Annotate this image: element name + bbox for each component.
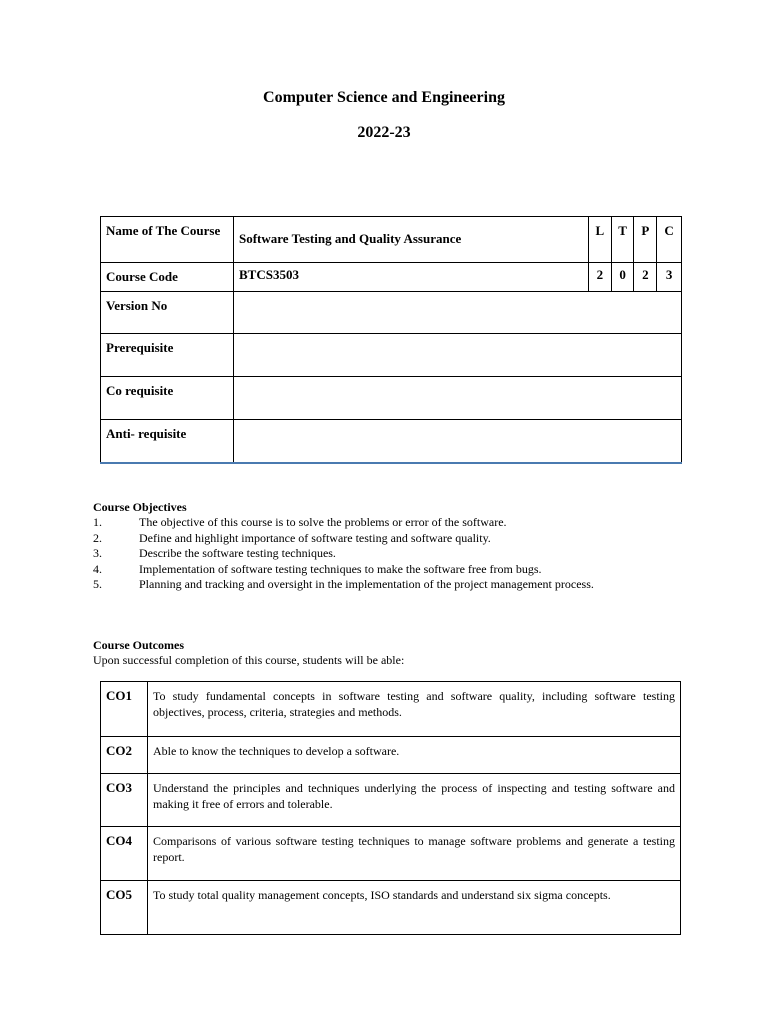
ltpc-header-c: C (657, 217, 682, 263)
objective-text: Define and highlight importance of software testing and software quality. (139, 530, 491, 545)
version-value (234, 292, 682, 334)
corequisite-value (234, 377, 682, 420)
course-name-label: Name of The Course (101, 217, 234, 263)
course-code-label: Course Code (101, 263, 234, 292)
table-row (101, 881, 681, 935)
ltpc-header-p: P (634, 217, 657, 263)
objective-text: Planning and tracking and oversight in the implementation of the project management process. (139, 577, 594, 591)
objective-text: Implementation of software testing techniques to make the software free from bugs. (139, 561, 542, 576)
outcome-description: Understand the principles and techniques underlying the process of inspecting and testing software and making it free of errors and tolerable. (148, 774, 681, 827)
ltpc-header-t: T (611, 217, 634, 263)
course-name-value: Software Testing and Quality Assurance (234, 217, 589, 263)
outcome-code: CO5 (101, 881, 148, 935)
outcome-code: CO2 (101, 737, 148, 774)
antirequisite-row (101, 420, 682, 464)
course-info-table (100, 216, 682, 464)
table-row (101, 737, 681, 774)
antirequisite-value (234, 420, 682, 464)
objective-number: 2. (93, 530, 102, 545)
outcome-description: To study fundamental concepts in software testing and software quality, including software testing objectives, process, criteria, strategies and methods. (148, 682, 681, 737)
objective-number: 4. (93, 561, 102, 576)
course-code-row (101, 263, 682, 292)
prerequisite-label: Prerequisite (101, 334, 234, 377)
version-row (101, 292, 682, 334)
course-outcomes-table (100, 681, 681, 935)
table-row (101, 682, 681, 737)
ltpc-value-t: 0 (611, 263, 634, 292)
corequisite-label: Co requisite (101, 377, 234, 420)
objective-item (93, 546, 674, 562)
objective-item (93, 515, 674, 531)
objective-item (93, 577, 674, 593)
course-code-value: BTCS3503 (234, 263, 589, 292)
table-row (101, 774, 681, 827)
objective-text: The objective of this course is to solve the problems or error of the software. (139, 515, 507, 529)
prerequisite-value (234, 334, 682, 377)
table-row (101, 827, 681, 881)
course-outcomes-title: Course Outcomes (93, 638, 184, 652)
objective-text: Describe the software testing techniques. (139, 546, 336, 560)
prerequisite-row (101, 334, 682, 377)
version-label: Version No (101, 292, 234, 334)
course-name-row (101, 217, 682, 263)
ltpc-header-l: L (588, 217, 611, 263)
objective-number: 5. (93, 577, 102, 591)
antirequisite-label: Anti- requisite (101, 420, 234, 464)
objective-item (93, 531, 674, 547)
objective-item (93, 562, 674, 578)
objective-number: 1. (93, 515, 102, 529)
outcome-code: CO4 (101, 827, 148, 881)
corequisite-row (101, 377, 682, 420)
course-outcomes-intro: Upon successful completion of this course, students will be able: (93, 653, 405, 667)
department-heading: Computer Science and Engineering (263, 89, 505, 106)
objective-number: 3. (93, 546, 102, 560)
outcome-code: CO3 (101, 774, 148, 827)
ltpc-value-c: 3 (657, 263, 682, 292)
academic-year-heading: 2022-23 (357, 124, 411, 141)
outcome-description: Comparisons of various software testing techniques to manage software problems and generate a testing report. (148, 827, 681, 881)
outcome-description: To study total quality management concepts, ISO standards and understand six sigma concepts. (148, 881, 681, 935)
outcome-code: CO1 (101, 682, 148, 737)
ltpc-value-p: 2 (634, 263, 657, 292)
objectives-list (93, 515, 674, 593)
course-objectives-title: Course Objectives (93, 500, 187, 514)
outcome-description: Able to know the techniques to develop a software. (148, 737, 681, 774)
ltpc-value-l: 2 (588, 263, 611, 292)
